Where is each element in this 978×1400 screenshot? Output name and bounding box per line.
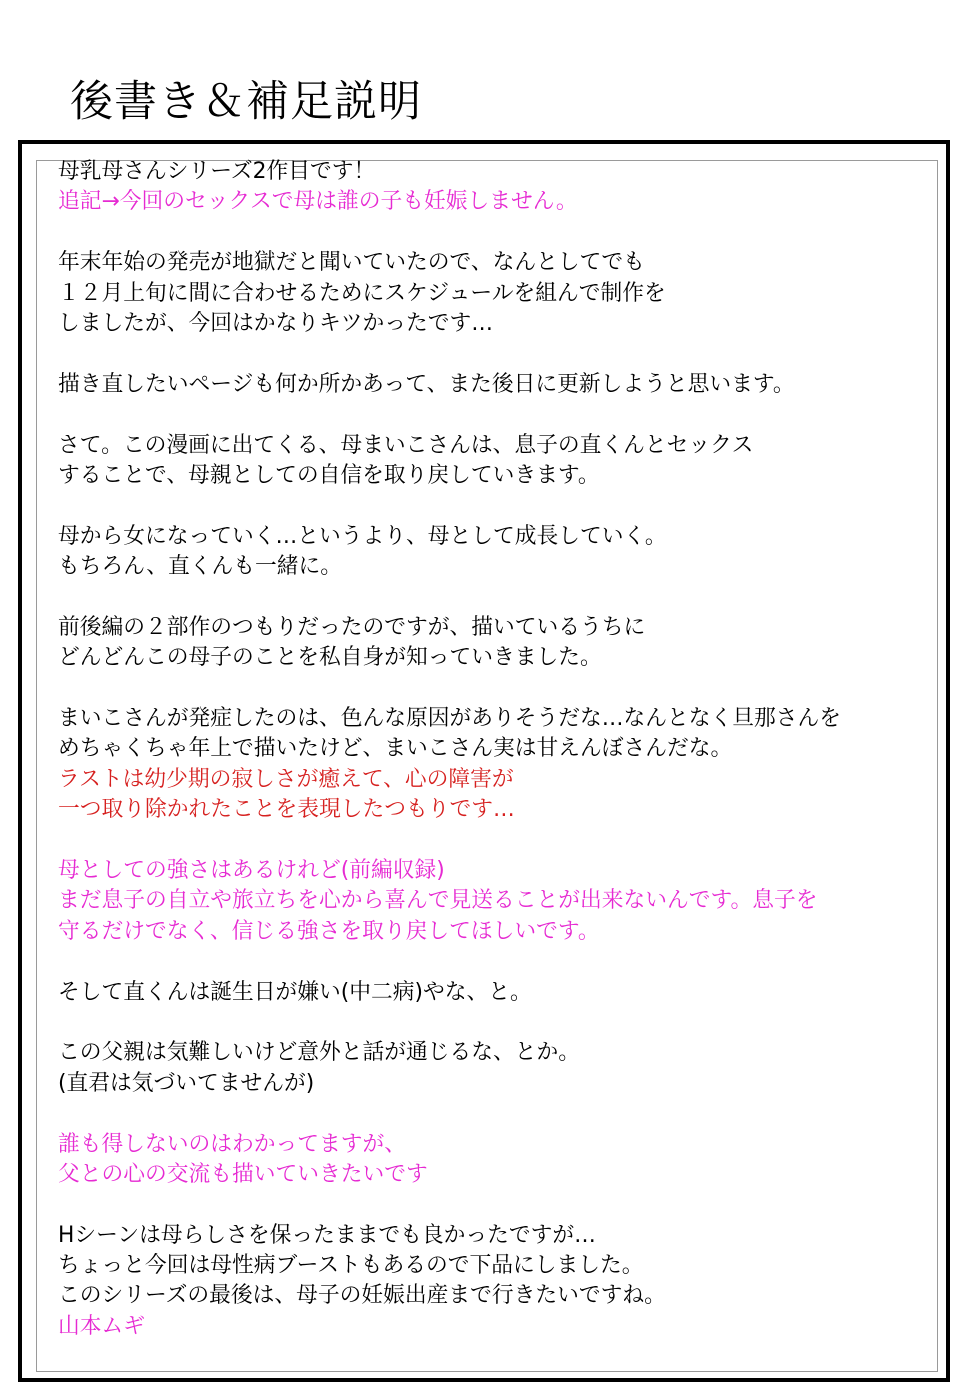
text-line: １２月上旬に間に合わせるためにスケジュールを組んで制作を [58, 280, 666, 306]
text-line: 山本ムギ [58, 1313, 146, 1339]
text-line: ラストは幼少期の寂しさが癒えて、心の障害が [58, 766, 514, 792]
blank-line [58, 1008, 928, 1038]
blank-line [58, 1190, 928, 1220]
blank-line [58, 400, 928, 430]
text-line: 母乳母さんシリーズ2作目です！ [58, 159, 376, 184]
text-line: 一つ取り除かれたことを表現したつもりです… [58, 797, 515, 823]
text-line: 守るだけでなく、信じる強さを取り戻してほしいです。 [58, 918, 600, 944]
text-line: 前後編の２部作のつもりだったのですが、描いているうちに [58, 614, 646, 640]
page-title: 後書き＆補足説明 [70, 77, 422, 127]
text-line: (直君は気づいてませんが) [58, 1070, 315, 1096]
text-line: この父親は気難しいけど意外と話が通じるな、とか。 [58, 1040, 581, 1066]
afterword-text [58, 157, 938, 1342]
blank-line [58, 582, 928, 612]
text-line: ちょっと今回は母性病ブーストもあるので下品にしました。 [58, 1253, 644, 1279]
text-line: することで、母親としての自信を取り戻していきます。 [58, 462, 600, 488]
text-line: 母としての強さはあるけれど(前編収録) [58, 857, 445, 883]
blank-line [58, 491, 928, 521]
blank-line [58, 218, 928, 248]
text-line: さて。この漫画に出てくる、母まいこさんは、息子の直くんとセックス [58, 432, 754, 458]
text-line: Hシーンは母らしさを保ったままでも良かったですが… [58, 1222, 596, 1248]
text-line: このシリーズの最後は、母子の妊娠出産まで行きたいですね。 [58, 1283, 666, 1309]
text-line: 追記→今回のセックスで母は誰の子も妊娠しません。 [58, 189, 578, 215]
blank-line [58, 674, 928, 704]
text-line: めちゃくちゃ年上で描いたけど、まいこさん実は甘えんぼさんだな。 [58, 736, 733, 762]
text-line: 誰も得しないのはわかってますが、 [58, 1131, 407, 1157]
text-line: まだ息子の自立や旅立ちを心から喜んで見送ることが出来ないんです。息子を [58, 888, 818, 914]
text-line: そして直くんは誕生日が嫌い(中二病)やな、と。 [58, 979, 532, 1005]
text-line: どんどんこの母子のことを私自身が知っていきました。 [58, 645, 602, 671]
blank-line [58, 826, 928, 856]
text-line: しましたが、今回はかなりキツかったです… [58, 310, 494, 336]
text-line: まいこさんが発症したのは、色んな原因がありそうだな…なんとなく旦那さんを [58, 706, 842, 732]
text-line: 描き直したいページも何か所かあって、また後日に更新しようと思います。 [58, 371, 795, 397]
text-line: もちろん、直くんも一緒に。 [58, 554, 343, 580]
text-line: 母から女になっていく…というより、母として成長していく。 [58, 523, 667, 549]
text-line: 父との心の交流も描いていきたいです [58, 1161, 428, 1187]
blank-line [58, 339, 928, 369]
blank-line [58, 1099, 928, 1129]
text-line: 年末年始の発売が地獄だと聞いていたので、なんとしてでも [58, 250, 645, 276]
blank-line [58, 947, 928, 977]
